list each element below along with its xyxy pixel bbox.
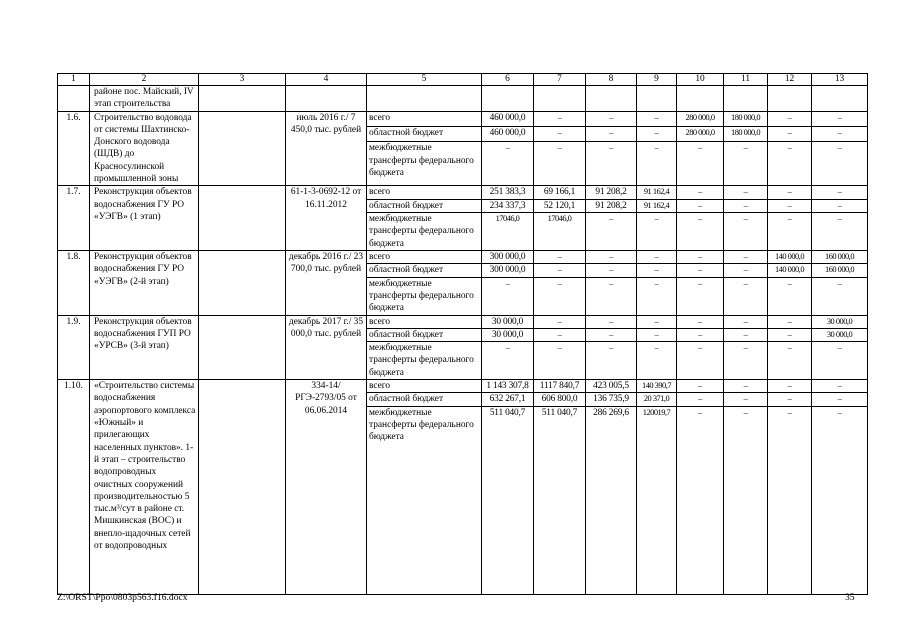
funding-source-label: областной бюджет <box>367 199 482 212</box>
document-info: 61-1-3-0692-12 от 16.11.2012 <box>286 186 367 251</box>
value-cell: – <box>677 186 724 199</box>
value-cell: – <box>586 212 637 250</box>
funding-source-label: всего <box>367 315 482 328</box>
value-cell: 460 000,0 <box>482 111 534 126</box>
value-cell: 632 267,1 <box>482 393 534 406</box>
value-cell: 20 371,0 <box>637 393 677 406</box>
funding-source-label: всего <box>367 250 482 263</box>
value-cell: – <box>724 342 768 380</box>
value-cell: – <box>677 264 724 277</box>
header-cell-9: 9 <box>637 74 677 86</box>
value-cell: – <box>768 199 812 212</box>
table-row <box>58 186 868 199</box>
value-cell: 140 000,0 <box>768 264 812 277</box>
row-number: 1.10. <box>58 380 90 595</box>
value-cell: 91 208,2 <box>586 199 637 212</box>
value-cell: – <box>768 126 812 141</box>
value-cell: – <box>677 142 724 186</box>
value-cell: – <box>677 393 724 406</box>
object-name: Строительство водовода от системы Шахтинско-Донского водовода (ШДВ) до Красносулинской промышленной зоны <box>90 111 199 186</box>
value-cell: – <box>724 186 768 199</box>
value-cell: – <box>534 111 586 126</box>
empty-cell <box>812 86 868 112</box>
empty-cell <box>199 86 286 112</box>
row-number: 1.6. <box>58 111 90 186</box>
value-cell: 511 040,7 <box>534 406 586 594</box>
value-cell: – <box>637 142 677 186</box>
empty-cell <box>724 86 768 112</box>
value-cell: – <box>677 328 724 341</box>
value-cell: – <box>768 380 812 393</box>
empty-cell <box>286 86 367 112</box>
value-cell: – <box>677 250 724 263</box>
value-cell: – <box>637 264 677 277</box>
header-cell-1: 1 <box>58 74 90 86</box>
funding-source-label: областной бюджет <box>367 126 482 141</box>
value-cell: – <box>677 199 724 212</box>
value-cell: – <box>812 406 868 594</box>
value-cell: – <box>534 342 586 380</box>
value-cell: 251 383,3 <box>482 186 534 199</box>
value-cell: – <box>586 315 637 328</box>
value-cell: – <box>534 250 586 263</box>
value-cell: 160 000,0 <box>812 250 868 263</box>
col3-cell <box>199 315 286 380</box>
value-cell: 17046,0 <box>482 212 534 250</box>
value-cell: – <box>482 142 534 186</box>
value-cell: 280 000,0 <box>677 111 724 126</box>
value-cell: – <box>637 277 677 315</box>
object-name: Реконструкция объектов водоснабжения ГУ РО «УЭГВ» (1 этап) <box>90 186 199 251</box>
value-cell: – <box>768 406 812 594</box>
value-cell: – <box>586 264 637 277</box>
value-cell: – <box>482 342 534 380</box>
value-cell: 511 040,7 <box>482 406 534 594</box>
budget-table <box>57 73 868 595</box>
value-cell: 606 800,0 <box>534 393 586 406</box>
value-cell: 30 000,0 <box>812 315 868 328</box>
funding-source-label: областной бюджет <box>367 393 482 406</box>
funding-source-label: межбюджетные трансферты федерального бюджета <box>367 342 482 380</box>
value-cell: – <box>534 277 586 315</box>
table-body <box>58 74 868 595</box>
value-cell: 234 337,3 <box>482 199 534 212</box>
value-cell: – <box>534 126 586 141</box>
value-cell: – <box>812 380 868 393</box>
header-cell-11: 11 <box>724 74 768 86</box>
value-cell: – <box>586 342 637 380</box>
value-cell: – <box>724 315 768 328</box>
funding-source-label: областной бюджет <box>367 264 482 277</box>
value-cell: 286 269,6 <box>586 406 637 594</box>
value-cell: – <box>812 186 868 199</box>
footer-file-path: Z:\ORST\Ppo\0803p563.f16.docx <box>57 592 188 603</box>
value-cell: – <box>586 277 637 315</box>
value-cell: – <box>768 277 812 315</box>
value-cell: – <box>724 199 768 212</box>
row-number: 1.9. <box>58 315 90 380</box>
col3-cell <box>199 380 286 595</box>
funding-source-label: межбюджетные трансферты федерального бюджета <box>367 212 482 250</box>
value-cell: – <box>768 328 812 341</box>
value-cell: – <box>637 250 677 263</box>
value-cell: – <box>812 393 868 406</box>
object-name: Реконструкция объектов водоснабжения ГУП РО «УРСВ» (3-й этап) <box>90 315 199 380</box>
value-cell: 140 000,0 <box>768 250 812 263</box>
value-cell: – <box>812 142 868 186</box>
funding-source-label: всего <box>367 380 482 393</box>
value-cell: 280 000,0 <box>677 126 724 141</box>
value-cell: – <box>768 186 812 199</box>
value-cell: 460 000,0 <box>482 126 534 141</box>
value-cell: 300 000,0 <box>482 250 534 263</box>
value-cell: 300 000,0 <box>482 264 534 277</box>
empty-cell <box>677 86 724 112</box>
header-cell-8: 8 <box>586 74 637 86</box>
value-cell: – <box>637 315 677 328</box>
value-cell: 160 000,0 <box>812 264 868 277</box>
value-cell: – <box>768 142 812 186</box>
value-cell: – <box>812 277 868 315</box>
value-cell: 1117 840,7 <box>534 380 586 393</box>
table-row <box>58 315 868 328</box>
document-info: декабрь 2017 г./ 35 000,0 тыс. рублей <box>286 315 367 380</box>
value-cell: – <box>768 315 812 328</box>
value-cell: – <box>768 342 812 380</box>
col3-cell <box>199 186 286 251</box>
header-cell-6: 6 <box>482 74 534 86</box>
funding-source-label: всего <box>367 186 482 199</box>
value-cell: – <box>724 328 768 341</box>
value-cell: – <box>677 342 724 380</box>
funding-source-label: межбюджетные трансферты федерального бюджета <box>367 277 482 315</box>
header-cell-7: 7 <box>534 74 586 86</box>
row-number: 1.7. <box>58 186 90 251</box>
value-cell: – <box>586 126 637 141</box>
value-cell: – <box>677 277 724 315</box>
value-cell: – <box>677 315 724 328</box>
value-cell: – <box>677 406 724 594</box>
value-cell: 17046,0 <box>534 212 586 250</box>
col3-cell <box>199 250 286 315</box>
value-cell: – <box>812 199 868 212</box>
value-cell: – <box>812 342 868 380</box>
num-cell <box>58 86 90 112</box>
col3-cell <box>199 111 286 186</box>
footer-page-number: 35 <box>845 592 855 603</box>
value-cell: 136 735,9 <box>586 393 637 406</box>
value-cell: – <box>586 111 637 126</box>
value-cell: – <box>534 315 586 328</box>
value-cell: – <box>534 142 586 186</box>
value-cell: – <box>677 212 724 250</box>
row-number: 1.8. <box>58 250 90 315</box>
header-cell-3: 3 <box>199 74 286 86</box>
document-info: декабрь 2016 г./ 23 700,0 тыс. рублей <box>286 250 367 315</box>
value-cell: – <box>768 393 812 406</box>
header-cell-13: 13 <box>812 74 868 86</box>
name-cell: районе пос. Майский, IV этап строительства <box>90 86 199 112</box>
value-cell: – <box>637 126 677 141</box>
value-cell: – <box>534 328 586 341</box>
funding-source-label: всего <box>367 111 482 126</box>
value-cell: – <box>724 212 768 250</box>
value-cell: – <box>812 111 868 126</box>
value-cell: – <box>812 212 868 250</box>
value-cell: – <box>724 277 768 315</box>
value-cell: 30 000,0 <box>482 328 534 341</box>
header-cell-2: 2 <box>90 74 199 86</box>
empty-cell <box>534 86 586 112</box>
value-cell: – <box>586 250 637 263</box>
value-cell: – <box>586 328 637 341</box>
value-cell: 423 005,5 <box>586 380 637 393</box>
value-cell: 69 166,1 <box>534 186 586 199</box>
value-cell: 120019,7 <box>637 406 677 594</box>
value-cell: 52 120,1 <box>534 199 586 212</box>
empty-cell <box>367 86 482 112</box>
empty-cell <box>768 86 812 112</box>
value-cell: – <box>768 111 812 126</box>
continuation-row <box>58 86 868 112</box>
header-cell-5: 5 <box>367 74 482 86</box>
value-cell: 91 208,2 <box>586 186 637 199</box>
value-cell: – <box>724 380 768 393</box>
empty-cell <box>637 86 677 112</box>
empty-cell <box>482 86 534 112</box>
value-cell: – <box>637 212 677 250</box>
value-cell: – <box>482 277 534 315</box>
funding-source-label: межбюджетные трансферты федерального бюджета <box>367 142 482 186</box>
value-cell: – <box>677 380 724 393</box>
value-cell: – <box>724 142 768 186</box>
object-name: Реконструкция объектов водоснабжения ГУ РО «УЭГВ» (2-й этап) <box>90 250 199 315</box>
value-cell: – <box>724 406 768 594</box>
value-cell: – <box>724 264 768 277</box>
table-row <box>58 250 868 263</box>
value-cell: – <box>637 328 677 341</box>
table-row <box>58 111 868 126</box>
value-cell: – <box>637 111 677 126</box>
value-cell: 180 000,0 <box>724 111 768 126</box>
value-cell: 91 162,4 <box>637 199 677 212</box>
value-cell: 1 143 307,8 <box>482 380 534 393</box>
document-info: 334-14/РГЭ-2793/05 от 06.06.2014 <box>286 380 367 595</box>
value-cell: – <box>724 393 768 406</box>
funding-source-label: областной бюджет <box>367 328 482 341</box>
value-cell: – <box>534 264 586 277</box>
value-cell: 30 000,0 <box>482 315 534 328</box>
value-cell: – <box>812 126 868 141</box>
value-cell: – <box>724 250 768 263</box>
value-cell: 30 000,0 <box>812 328 868 341</box>
object-name: «Строительство системы водоснабжения аэропортового комплекса «Южный» и прилегающих населенных пунктов». 1-й этап – строительство водопроводных очистных сооружений производительностью 5 тыс.м³/сут в районе ст. Мишкинская (ВОС) и внепло-щадочных сетей от водопроводных <box>90 380 199 595</box>
header-cell-4: 4 <box>286 74 367 86</box>
funding-source-label: межбюджетные трансферты федерального бюджета <box>367 406 482 594</box>
header-row <box>58 74 868 86</box>
value-cell: – <box>637 342 677 380</box>
header-cell-10: 10 <box>677 74 724 86</box>
empty-cell <box>586 86 637 112</box>
table-row <box>58 380 868 393</box>
value-cell: 180 000,0 <box>724 126 768 141</box>
document-info: июль 2016 г./ 7 450,0 тыс. рублей <box>286 111 367 186</box>
value-cell: 140 390,7 <box>637 380 677 393</box>
value-cell: 91 162,4 <box>637 186 677 199</box>
value-cell: – <box>768 212 812 250</box>
header-cell-12: 12 <box>768 74 812 86</box>
value-cell: – <box>586 142 637 186</box>
